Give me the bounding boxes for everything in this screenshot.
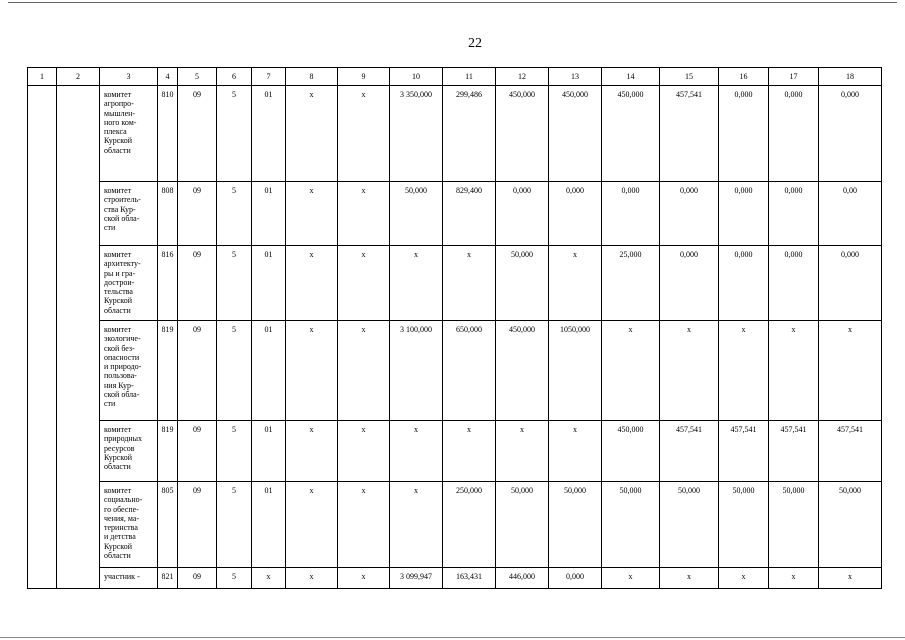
value-cell-col-7: 01 [252, 182, 286, 246]
value-cell-col-13: x [549, 246, 602, 321]
value-cell-col-14: 450,000 [602, 86, 660, 182]
column-header-9: 9 [338, 68, 390, 86]
value-cell-col-9: x [338, 482, 390, 568]
value-cell-col-9: x [338, 246, 390, 321]
column-header-7: 7 [252, 68, 286, 86]
value-cell-col-16: 0,000 [719, 182, 769, 246]
value-cell-col-7: 01 [252, 321, 286, 421]
organization-name-line: Курской [104, 296, 133, 306]
organization-name-line: плекса [104, 127, 127, 137]
organization-name-line: области [104, 462, 131, 472]
value-cell-col-14: 0,000 [602, 182, 660, 246]
value-cell-col-12: 50,000 [496, 482, 549, 568]
value-cell-col-11: x [443, 246, 496, 321]
organization-name-line: области [104, 551, 131, 561]
organization-name-line: строитель- [104, 195, 141, 205]
value-cell-col-15: x [660, 321, 719, 421]
value-cell-col-12: 450,000 [496, 86, 549, 182]
value-cell-col-4: 819 [158, 421, 178, 482]
page-number: 22 [468, 36, 482, 51]
column-header-4: 4 [158, 68, 178, 86]
value-cell-col-17: 0,000 [769, 182, 819, 246]
value-cell-col-12: 450,000 [496, 321, 549, 421]
table-row [28, 86, 882, 182]
value-cell-col-14: x [602, 321, 660, 421]
column-header-10: 10 [390, 68, 443, 86]
column-2-cell [57, 86, 100, 589]
value-cell-col-5: 09 [178, 421, 217, 482]
organization-name-line: комитет [104, 325, 132, 334]
value-cell-col-10: 50,000 [390, 182, 443, 246]
value-cell-col-9: x [338, 568, 390, 589]
column-header-3: 3 [100, 68, 158, 86]
value-cell-col-10: x [390, 246, 443, 321]
column-header-18: 18 [819, 68, 882, 86]
value-cell-col-10: x [390, 421, 443, 482]
value-cell-col-10: 3 099,947 [390, 568, 443, 589]
value-cell-col-15: 0,000 [660, 246, 719, 321]
organization-name-line: дострои- [104, 277, 135, 287]
organization-name [100, 321, 158, 421]
value-cell-col-8: x [286, 182, 338, 246]
organization-name-line: области [104, 305, 131, 315]
organization-name-line: ного ком- [104, 117, 137, 127]
organization-name-line: комитет [104, 90, 132, 99]
organization-name-line: ской обла- [104, 213, 140, 223]
value-cell-col-12: x [496, 421, 549, 482]
bottom-border-line [0, 637, 905, 638]
organization-name-line: ской обла- [104, 390, 140, 400]
organization-name-line: природных [104, 434, 143, 444]
value-cell-col-9: x [338, 421, 390, 482]
value-cell-col-16: 0,000 [719, 246, 769, 321]
column-1-cell [28, 86, 57, 589]
value-cell-col-17: x [769, 321, 819, 421]
column-header-11: 11 [443, 68, 496, 86]
header-row [28, 68, 882, 86]
value-cell-col-17: x [769, 568, 819, 589]
value-cell-col-16: 457,541 [719, 421, 769, 482]
budget-table [27, 67, 882, 589]
value-cell-col-7: 01 [252, 421, 286, 482]
column-header-1: 1 [28, 68, 57, 86]
value-cell-col-15: 457,541 [660, 86, 719, 182]
value-cell-col-8: x [286, 321, 338, 421]
organization-name-line: го обеспе- [104, 504, 139, 514]
table-row [28, 421, 882, 482]
organization-name-line: теринства [104, 523, 138, 533]
value-cell-col-7: 01 [252, 246, 286, 321]
value-cell-col-7: 01 [252, 86, 286, 182]
value-cell-col-18: 0,000 [819, 86, 882, 182]
value-cell-col-14: 450,000 [602, 421, 660, 482]
value-cell-col-18: 0,000 [819, 246, 882, 321]
value-cell-col-13: x [549, 421, 602, 482]
value-cell-col-18: x [819, 568, 882, 589]
top-border-line [8, 2, 897, 3]
value-cell-col-15: x [660, 568, 719, 589]
value-cell-col-18: x [819, 321, 882, 421]
table-row [28, 246, 882, 321]
value-cell-col-6: 5 [217, 246, 252, 321]
value-cell-col-16: x [719, 568, 769, 589]
column-header-12: 12 [496, 68, 549, 86]
value-cell-col-10: 3 100,000 [390, 321, 443, 421]
value-cell-col-9: x [338, 86, 390, 182]
organization-name-line: комитет [104, 425, 132, 434]
organization-name-line: ской без- [104, 343, 135, 353]
value-cell-col-17: 0,000 [769, 246, 819, 321]
value-cell-col-8: x [286, 421, 338, 482]
organization-name-line: сти [104, 223, 116, 233]
value-cell-col-4: 819 [158, 321, 178, 421]
value-cell-col-8: x [286, 86, 338, 182]
value-cell-col-8: x [286, 568, 338, 589]
organization-name-line: мышлен- [104, 108, 136, 118]
value-cell-col-4: 810 [158, 86, 178, 182]
organization-name [100, 421, 158, 482]
value-cell-col-6: 5 [217, 568, 252, 589]
value-cell-col-15: 0,000 [660, 182, 719, 246]
value-cell-col-11: 650,000 [443, 321, 496, 421]
organization-name [100, 86, 158, 182]
value-cell-col-13: 0,000 [549, 568, 602, 589]
organization-name-line: участник - [104, 572, 140, 581]
value-cell-col-17: 457,541 [769, 421, 819, 482]
value-cell-col-5: 09 [178, 482, 217, 568]
value-cell-col-18: 50,000 [819, 482, 882, 568]
value-cell-col-15: 457,541 [660, 421, 719, 482]
value-cell-col-5: 09 [178, 246, 217, 321]
value-cell-col-17: 0,000 [769, 86, 819, 182]
value-cell-col-14: x [602, 568, 660, 589]
organization-name [100, 482, 158, 568]
organization-name [100, 246, 158, 321]
organization-name-line: архитекту- [104, 259, 141, 269]
value-cell-col-5: 09 [178, 182, 217, 246]
value-cell-col-4: 821 [158, 568, 178, 589]
value-cell-col-11: 163,431 [443, 568, 496, 589]
value-cell-col-8: x [286, 482, 338, 568]
value-cell-col-4: 808 [158, 182, 178, 246]
organization-name-line: комитет [104, 486, 132, 495]
value-cell-col-6: 5 [217, 421, 252, 482]
value-cell-col-18: 457,541 [819, 421, 882, 482]
value-cell-col-12: 0,000 [496, 182, 549, 246]
organization-name-line: и природо- [104, 362, 142, 372]
value-cell-col-5: 09 [178, 321, 217, 421]
organization-name-line: Курской [104, 541, 133, 551]
value-cell-col-12: 50,000 [496, 246, 549, 321]
value-cell-col-16: x [719, 321, 769, 421]
value-cell-col-13: 0,000 [549, 182, 602, 246]
table-row [28, 482, 882, 568]
value-cell-col-13: 50,000 [549, 482, 602, 568]
value-cell-col-10: x [390, 482, 443, 568]
value-cell-col-8: x [286, 246, 338, 321]
organization-name-line: ства Кур- [104, 204, 136, 214]
column-header-6: 6 [217, 68, 252, 86]
value-cell-col-6: 5 [217, 182, 252, 246]
table-row [28, 321, 882, 421]
value-cell-col-4: 805 [158, 482, 178, 568]
value-cell-col-16: 50,000 [719, 482, 769, 568]
value-cell-col-13: 1050,000 [549, 321, 602, 421]
value-cell-col-6: 5 [217, 86, 252, 182]
value-cell-col-11: x [443, 421, 496, 482]
column-header-14: 14 [602, 68, 660, 86]
column-header-17: 17 [769, 68, 819, 86]
organization-name-line: комитет [104, 250, 132, 259]
value-cell-col-9: x [338, 182, 390, 246]
value-cell-col-14: 25,000 [602, 246, 660, 321]
value-cell-col-11: 829,400 [443, 182, 496, 246]
organization-name-line: опасности [104, 352, 140, 362]
value-cell-col-4: 816 [158, 246, 178, 321]
value-cell-col-11: 250,000 [443, 482, 496, 568]
organization-name-line: сти [104, 399, 116, 409]
value-cell-col-5: 09 [178, 568, 217, 589]
table-row [28, 568, 882, 589]
column-header-8: 8 [286, 68, 338, 86]
column-header-2: 2 [57, 68, 100, 86]
organization-name-line: комитет [104, 186, 132, 195]
column-header-13: 13 [549, 68, 602, 86]
organization-name-line: агропро- [104, 99, 134, 109]
organization-name-line: пользова- [104, 371, 137, 381]
column-header-16: 16 [719, 68, 769, 86]
table-row [28, 182, 882, 246]
value-cell-col-11: 299,486 [443, 86, 496, 182]
organization-name-line: и детства [104, 532, 136, 542]
value-cell-col-12: 446,000 [496, 568, 549, 589]
value-cell-col-9: x [338, 321, 390, 421]
value-cell-col-17: 50,000 [769, 482, 819, 568]
value-cell-col-7: x [252, 568, 286, 589]
organization-name-line: ния Кур- [104, 380, 134, 390]
value-cell-col-15: 50,000 [660, 482, 719, 568]
column-header-5: 5 [178, 68, 217, 86]
value-cell-col-13: 450,000 [549, 86, 602, 182]
organization-name-line: Курской [104, 136, 133, 146]
value-cell-col-6: 5 [217, 482, 252, 568]
organization-name-line: ресурсов [104, 443, 135, 453]
value-cell-col-5: 09 [178, 86, 217, 182]
value-cell-col-6: 5 [217, 321, 252, 421]
organization-name-line: Курской [104, 452, 133, 462]
column-header-15: 15 [660, 68, 719, 86]
organization-name [100, 182, 158, 246]
organization-name-line: социально- [104, 495, 143, 505]
organization-name-line: тельства [104, 287, 133, 297]
organization-name [100, 568, 158, 589]
organization-name-line: экологиче- [104, 334, 141, 344]
value-cell-col-14: 50,000 [602, 482, 660, 568]
value-cell-col-7: 01 [252, 482, 286, 568]
value-cell-col-10: 3 350,000 [390, 86, 443, 182]
organization-name-line: области [104, 145, 131, 155]
value-cell-col-16: 0,000 [719, 86, 769, 182]
organization-name-line: ры и гра- [104, 268, 136, 278]
organization-name-line: чения, ма- [104, 513, 140, 523]
value-cell-col-18: 0,00 [819, 182, 882, 246]
